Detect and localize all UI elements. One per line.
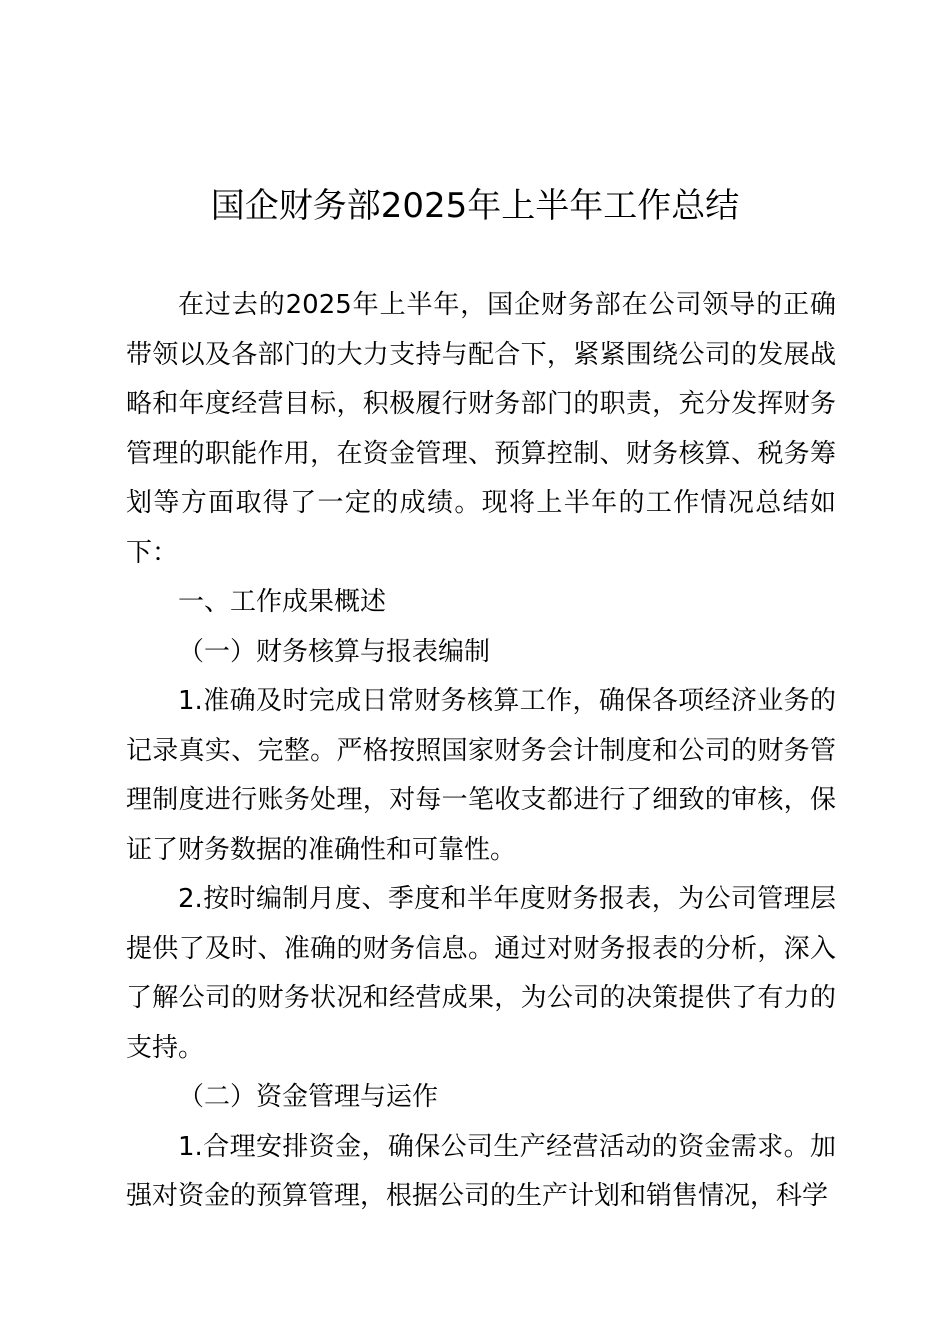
subsection-heading-1: （一）财务核算与报表编制	[178, 636, 491, 667]
paragraph-accounting-2: 2.按时编制月度、季度和半年度财务报表，为公司管理层提供了及时、准确的财务信息。通过对财务报表的分析，深入了解公司的财务状况和经营成果，为公司的决策提供了有力的支持。	[126, 884, 836, 1063]
paragraph-funds-1: 1.合理安排资金，确保公司生产经营活动的资金需求。加强对资金的预算管理，根据公司的生产计划和销售情况，科学	[126, 1131, 836, 1211]
document-body	[126, 281, 836, 1222]
document-title: 国企财务部2025年上半年工作总结	[210, 186, 740, 226]
section-heading-1: 一、工作成果概述	[178, 587, 387, 617]
subsection-heading-2: （二）资金管理与运作	[178, 1082, 439, 1112]
paragraph-accounting-1: 1.准确及时完成日常财务核算工作，确保各项经济业务的记录真实、完整。严格按照国家财务会计制度和公司的财务管理制度进行账务处理，对每一笔收支都进行了细致的审核，保证了财务数据的准确性和可靠性。	[126, 686, 836, 865]
intro-paragraph: 在过去的2025年上半年，国企财务部在公司领导的正确带领以及各部门的大力支持与配合下，紧紧围绕公司的发展战略和年度经营目标，积极履行财务部门的职责，充分发挥财务管理的职能作用，在资金管理、预算控制、财务核算、税务筹划等方面取得了一定的成绩。现将上半年的工作情况总结如下：	[126, 290, 836, 568]
